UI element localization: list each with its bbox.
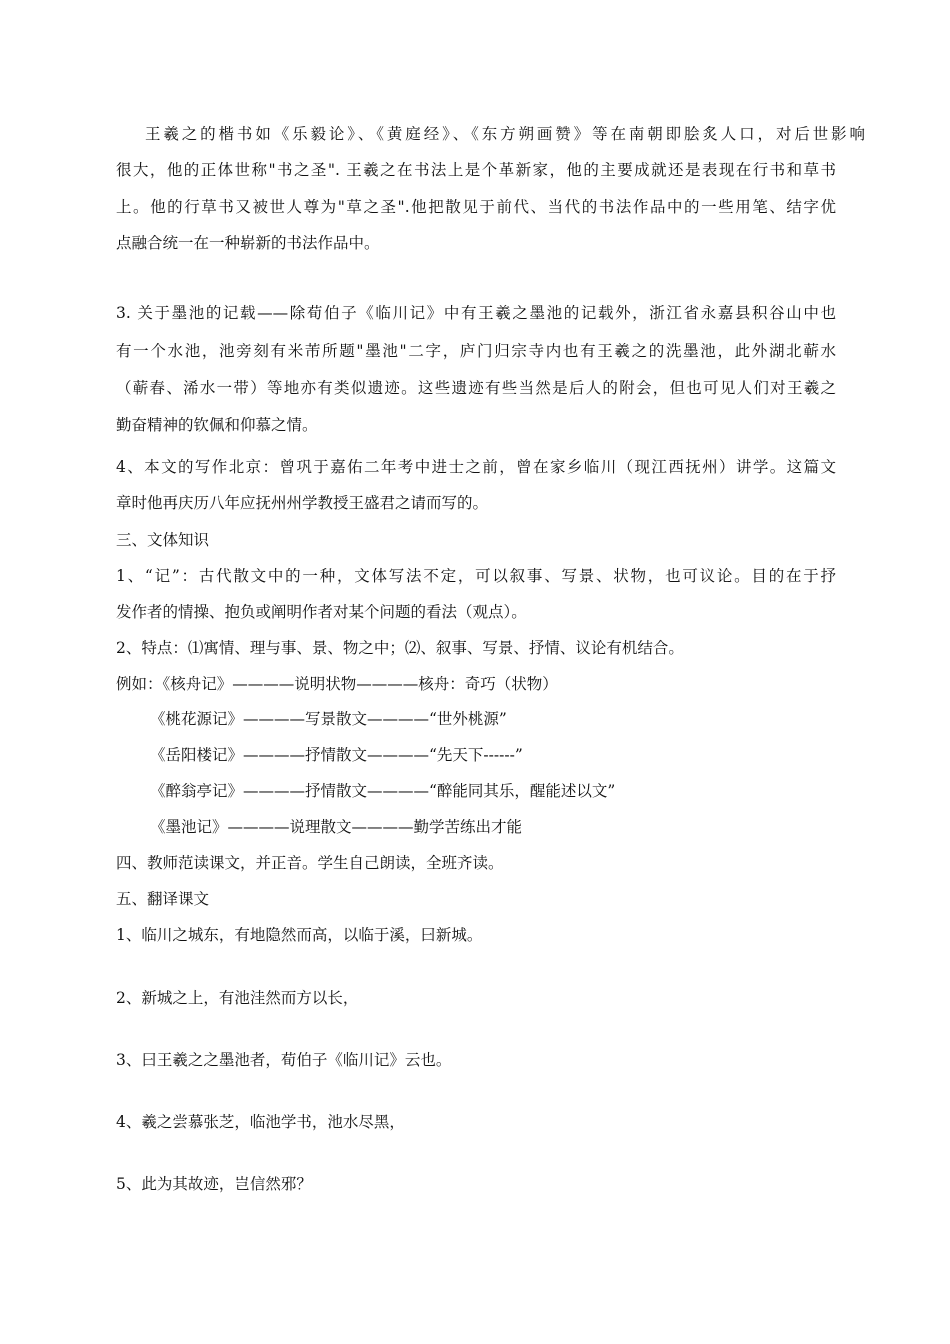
- example-line: 《岳阳楼记》————抒情散文————“先天下------”: [150, 746, 523, 764]
- example-line: 《桃花源记》————写景散文————“世外桃源”: [150, 710, 507, 728]
- paragraph-line: 点融合统一在一种崭新的书法作品中。: [116, 234, 380, 252]
- paragraph-line: 王羲之的楷书如《乐毅论》、《黄庭经》、《东方朔画赞》等在南朝即脍炙人口，对后世影响: [145, 125, 865, 143]
- section-heading: 五、翻译课文: [116, 890, 210, 908]
- paragraph-line: 很大，他的正体世称"书之圣". 王羲之在书法上是个革新家，他的主要成就还是表现在行书和草书: [116, 161, 836, 179]
- translation-line: 2、新城之上，有池洼然而方以长，: [116, 989, 359, 1007]
- translation-line: 5、此为其故迹，岂信然邪？: [116, 1175, 312, 1193]
- paragraph-line: 章时他再庆历八年应抚州州学教授王盛君之请而写的。: [116, 494, 489, 512]
- translation-line: 1、临川之城东，有地隐然而高，以临于溪，曰新城。: [116, 926, 483, 944]
- example-line: 《醉翁亭记》————抒情散文————“醉能同其乐，醒能述以文”: [150, 782, 616, 800]
- translation-line: 3、曰王羲之之墨池者，荀伯子《临川记》云也。: [116, 1051, 452, 1069]
- translation-line: 4、羲之尝慕张芝，临池学书，池水尽黑，: [116, 1113, 405, 1131]
- example-line: 例如：《核舟记》————说明状物————核舟：奇巧（状物）: [116, 675, 558, 693]
- paragraph-line: 有一个水池，池旁刻有米芾所题"墨池"二字，庐门归宗寺内也有王羲之的洗墨池，此外湖北蕲水: [116, 342, 836, 360]
- paragraph-line: 上。他的行草书又被世人尊为"草之圣".他把散见于前代、当代的书法作品中的一些用笔、结字优: [116, 198, 836, 216]
- section-heading: 四、教师范读课文，并正音。学生自己朗读，全班齐读。: [116, 854, 504, 872]
- paragraph-line: 2、特点：⑴寓情、理与事、景、物之中；⑵、叙事、写景、抒情、议论有机结合。: [116, 639, 684, 657]
- paragraph-line: 4、本文的写作北京：曾巩于嘉佑二年考中进士之前，曾在家乡临川（现江西抚州）讲学。这篇文: [116, 458, 836, 476]
- paragraph-line: 1、“记”：古代散文中的一种，文体写法不定，可以叙事、写景、状物，也可议论。目的在于抒: [116, 567, 836, 585]
- example-line: 《墨池记》————说理散文————勤学苦练出才能: [150, 818, 523, 836]
- paragraph-line: 勤奋精神的钦佩和仰慕之情。: [116, 416, 318, 434]
- paragraph-line: 发作者的情操、抱负或阐明作者对某个问题的看法（观点）。: [116, 603, 527, 621]
- paragraph-line: （蕲春、浠水一带）等地亦有类似遗迹。这些遗迹有些当然是后人的附会，但也可见人们对王羲之: [116, 379, 836, 397]
- paragraph-line: 3. 关于墨池的记载——除荀伯子《临川记》中有王羲之墨池的记载外，浙江省永嘉县积谷山中也: [116, 304, 836, 322]
- section-heading: 三、文体知识: [116, 531, 210, 549]
